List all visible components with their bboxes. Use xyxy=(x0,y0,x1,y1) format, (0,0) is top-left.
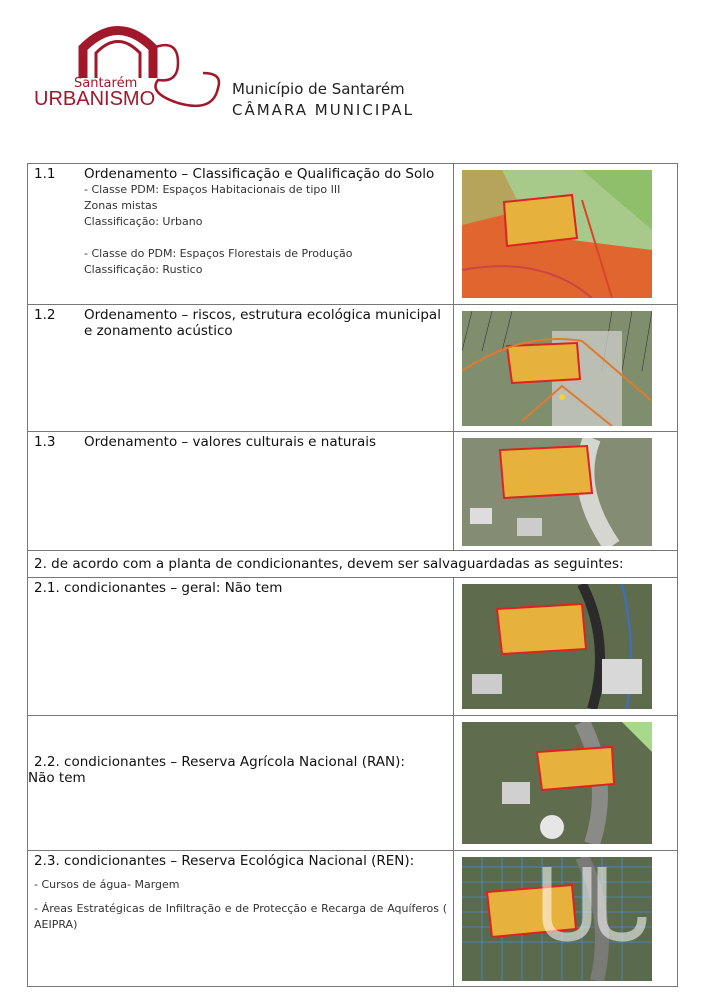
section-title: Ordenamento – riscos, estrutura ecológica municipal e zonamento acústico xyxy=(84,307,441,339)
row-2-title: 2. de acordo com a planta de condicionantes, devem ser salvaguardadas as seguintes: xyxy=(28,551,678,578)
cultural-values-map xyxy=(462,438,652,546)
logo-text-small: Santarém xyxy=(74,76,138,91)
section-title: Ordenamento – valores culturais e naturais xyxy=(84,434,377,450)
detail-spacer xyxy=(84,230,447,246)
section-title: Ordenamento – Classificação e Qualificação do Solo xyxy=(84,166,435,182)
condition-value: Não tem xyxy=(28,770,86,786)
row-1-3-map-cell xyxy=(454,432,678,551)
row-1-1 xyxy=(28,164,678,305)
ren-item: - Áreas Estratégicas de Infiltração e de Protecção e Recarga de Aquíferos ( AEIPRA) xyxy=(34,902,447,931)
row-1-3 xyxy=(28,432,678,551)
council-name: CÂMARA MUNICIPAL xyxy=(232,101,414,119)
detail-line: Classificação: Rustico xyxy=(84,263,203,276)
ren-item: - Cursos de água- Margem xyxy=(34,878,180,891)
municipality-name: Município de Santarém xyxy=(232,80,405,98)
section-number: 1.3 xyxy=(34,434,56,450)
condition-label: 2.3. condicionantes – Reserva Ecológica Nacional (REN): xyxy=(34,853,415,869)
detail-line: - Classe do PDM: Espaços Florestais de Produção xyxy=(84,247,353,260)
ran-map xyxy=(462,722,652,844)
section-number: 1.2 xyxy=(34,307,56,323)
condition-value: Não tem xyxy=(224,580,283,596)
row-2-1-map-cell xyxy=(454,578,678,716)
row-1-1-text xyxy=(28,164,454,305)
section-number: 1.1 xyxy=(34,166,56,182)
row-2-2-text xyxy=(28,716,454,851)
row-2-2-map-cell xyxy=(454,716,678,851)
row-2-3 xyxy=(28,851,678,987)
row-1-1-map-cell xyxy=(454,164,678,305)
detail-line: Classificação: Urbano xyxy=(84,215,203,228)
section-details xyxy=(84,182,447,278)
row-2-1-text xyxy=(28,578,454,716)
row-2-1 xyxy=(28,578,678,716)
row-1-2-map-cell xyxy=(454,305,678,432)
general-conditions-map xyxy=(462,584,652,709)
ren-map xyxy=(462,857,652,981)
condition-label: 2.1. condicionantes – geral: xyxy=(34,580,221,596)
row-1-2-text xyxy=(28,305,454,432)
row-2 xyxy=(28,551,678,578)
detail-line: Zonas mistas xyxy=(84,199,158,212)
planning-table xyxy=(27,163,678,987)
row-2-3-map-cell xyxy=(454,851,678,987)
soil-classification-map xyxy=(462,170,652,298)
row-1-3-text xyxy=(28,432,454,551)
condition-label: 2.2. condicionantes – Reserva Agrícola Nacional (RAN): xyxy=(34,754,405,770)
row-1-2 xyxy=(28,305,678,432)
row-2-2 xyxy=(28,716,678,851)
risk-ecological-map xyxy=(462,311,652,426)
page-header xyxy=(0,0,704,150)
detail-line: - Classe PDM: Espaços Habitacionais de tipo III xyxy=(84,183,341,196)
logo-text-big: URBANISMO xyxy=(34,88,156,110)
row-2-3-text xyxy=(28,851,454,987)
